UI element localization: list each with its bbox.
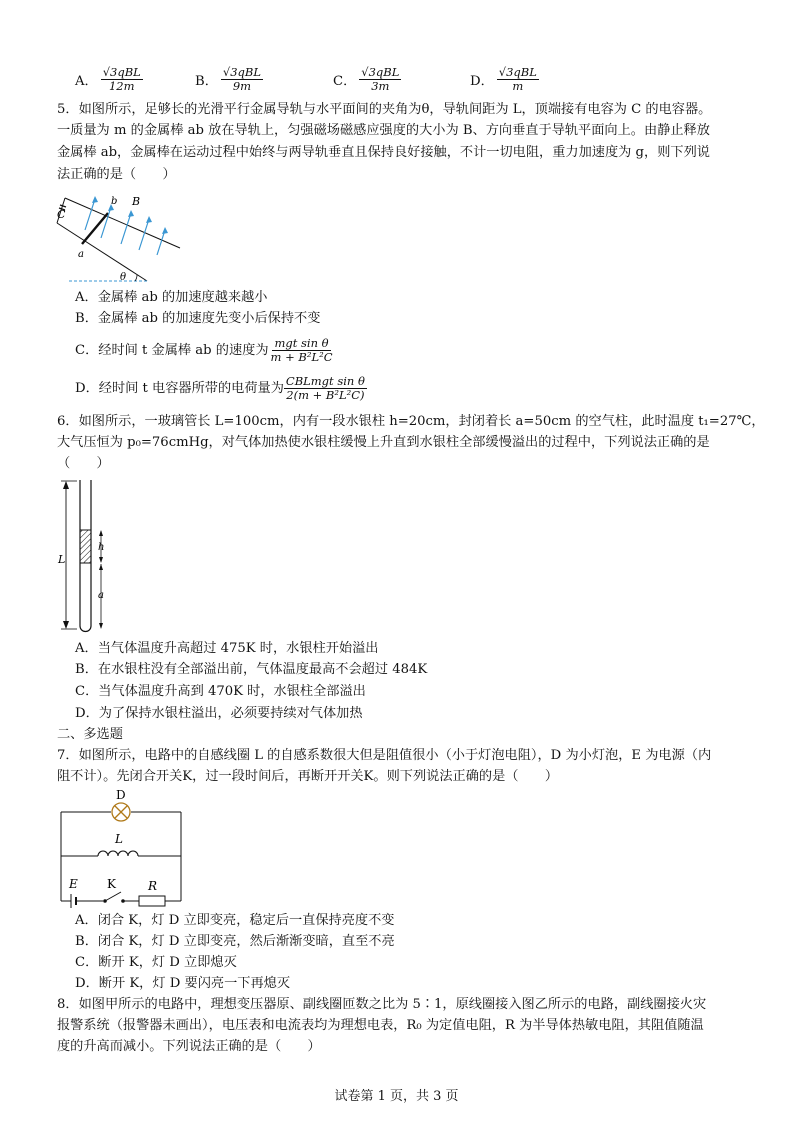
q6-label-a: a xyxy=(98,590,104,601)
q7-stem-line-1: 7．如图所示，电路中的自感线圈 L 的自感系数很大但是阻值很小（小于灯泡电阻），D 为小灯泡，E 为电源（内 xyxy=(57,748,712,763)
q5-option-c: C．经时间 t 金属棒 ab 的速度为 $\frac{\text{mgt sin θ}}{\text{m + B²L²C}}$ xyxy=(75,336,333,364)
q4-option-b: B． $\frac{\text{√3qBL}}{9m}$ xyxy=(195,65,261,93)
q5-stem-line-2: 一质量为 m 的金属棒 ab 放在导轨上，匀强磁场磁感应强度的大小为 B、方向垂直于导轨平面向上。由静止释放 xyxy=(57,123,710,138)
q5-rail-figure xyxy=(55,188,185,286)
q5-option-a: A．金属棒 ab 的加速度越来越小 xyxy=(75,290,268,305)
q6-label-l: L xyxy=(58,553,66,566)
q6-stem-line-2: 大气压恒为 p₀=76cmHg，对气体加热使水银柱缓慢上升直到水银柱全部缓慢溢出的过程中，下列说法正确的是 xyxy=(57,435,710,450)
q5-stem-line-4: 法正确的是（ ） xyxy=(57,167,176,182)
q6-stem-line-3: （ ） xyxy=(57,456,110,471)
q6-option-b: B．在水银柱没有全部溢出前，气体温度最高不会超过 484K xyxy=(75,662,428,677)
q7-label-r: R xyxy=(148,879,158,893)
q4-option-c: C． $\frac{\text{√3qBL}}{3m}$ xyxy=(333,65,400,93)
q4-option-a: A． $\frac{\text{√3qBL}}{12m}$ xyxy=(75,65,141,93)
q5-label-field-b: B xyxy=(132,195,141,208)
q7-option-c: C．断开 K，灯 D 立即熄灭 xyxy=(75,955,237,970)
q6-tube-figure xyxy=(55,478,115,638)
q8-stem-line-2: 报警系统（报警器未画出），电压表和电流表均为理想电表，R₀ 为定值电阻，R 为半导体热敏电阻，其阻值随温 xyxy=(57,1018,704,1033)
q4-option-d: D． $\frac{\text{√3qBL}}{m}$ xyxy=(470,65,537,93)
section-2-heading: 二、多选题 xyxy=(57,727,123,742)
q7-label-e: E xyxy=(69,877,78,891)
q8-stem-line-3: 度的升高而减小。下列说法正确的是（ ） xyxy=(57,1039,321,1054)
q7-label-d: D xyxy=(116,788,126,802)
q5-label-c: C xyxy=(57,208,66,221)
q5-label-theta: θ xyxy=(120,272,127,283)
q7-label-l: L xyxy=(115,832,123,846)
q5-stem-line-3: 金属棒 ab，金属棒在运动过程中始终与两导轨垂直且保持良好接触，不计一切电阻，重力加速度为 g，则下列说 xyxy=(57,145,710,160)
q7-stem-line-2: 阻不计）。先闭合开关K，过一段时间后，再断开开关K。则下列说法正确的是（ ） xyxy=(57,769,559,784)
q5-label-a: a xyxy=(78,249,84,260)
q7-label-k: K xyxy=(107,877,116,891)
page-footer: 试卷第 1 页，共 3 页 xyxy=(334,1089,459,1104)
q6-option-d: D．为了保持水银柱溢出，必须要持续对气体加热 xyxy=(75,706,363,721)
q5-option-d: D．经时间 t 电容器所带的电荷量为 $\frac{\text{CBLmgt sin θ}}{\text{2(m + B²L²C)}}$ xyxy=(75,374,365,402)
q7-option-b: B．闭合 K，灯 D 立即变亮，然后渐渐变暗，直至不亮 xyxy=(75,934,395,949)
q5-option-b: B．金属棒 ab 的加速度先变小后保持不变 xyxy=(75,311,321,326)
q8-stem-line-1: 8．如图甲所示的电路中，理想变压器原、副线圈匝数之比为 5∶1，原线圈接入图乙所示的电路，副线圈接火灾 xyxy=(57,997,707,1012)
q7-option-a: A．闭合 K，灯 D 立即变亮，稳定后一直保持亮度不变 xyxy=(75,913,395,928)
q6-label-h: h xyxy=(98,542,105,553)
q5-stem-line-1: 5．如图所示，足够长的光滑平行金属导轨与水平面间的夹角为θ，导轨间距为 L，顶端接有电容为 C 的电容器。 xyxy=(57,102,712,117)
q5-label-b: b xyxy=(111,196,118,207)
q7-circuit-figure xyxy=(55,786,190,910)
q7-option-d: D．断开 K，灯 D 要闪亮一下再熄灭 xyxy=(75,976,291,991)
q6-option-c: C．当气体温度升高到 470K 时，水银柱全部溢出 xyxy=(75,684,366,699)
q6-stem-line-1: 6．如图所示，一玻璃管长 L=100cm，内有一段水银柱 h=20cm，封闭着长 a=50cm 的空气柱，此时温度 t₁=27℃， xyxy=(57,414,765,429)
q6-option-a: A．当气体温度升高超过 475K 时，水银柱开始溢出 xyxy=(75,641,379,656)
